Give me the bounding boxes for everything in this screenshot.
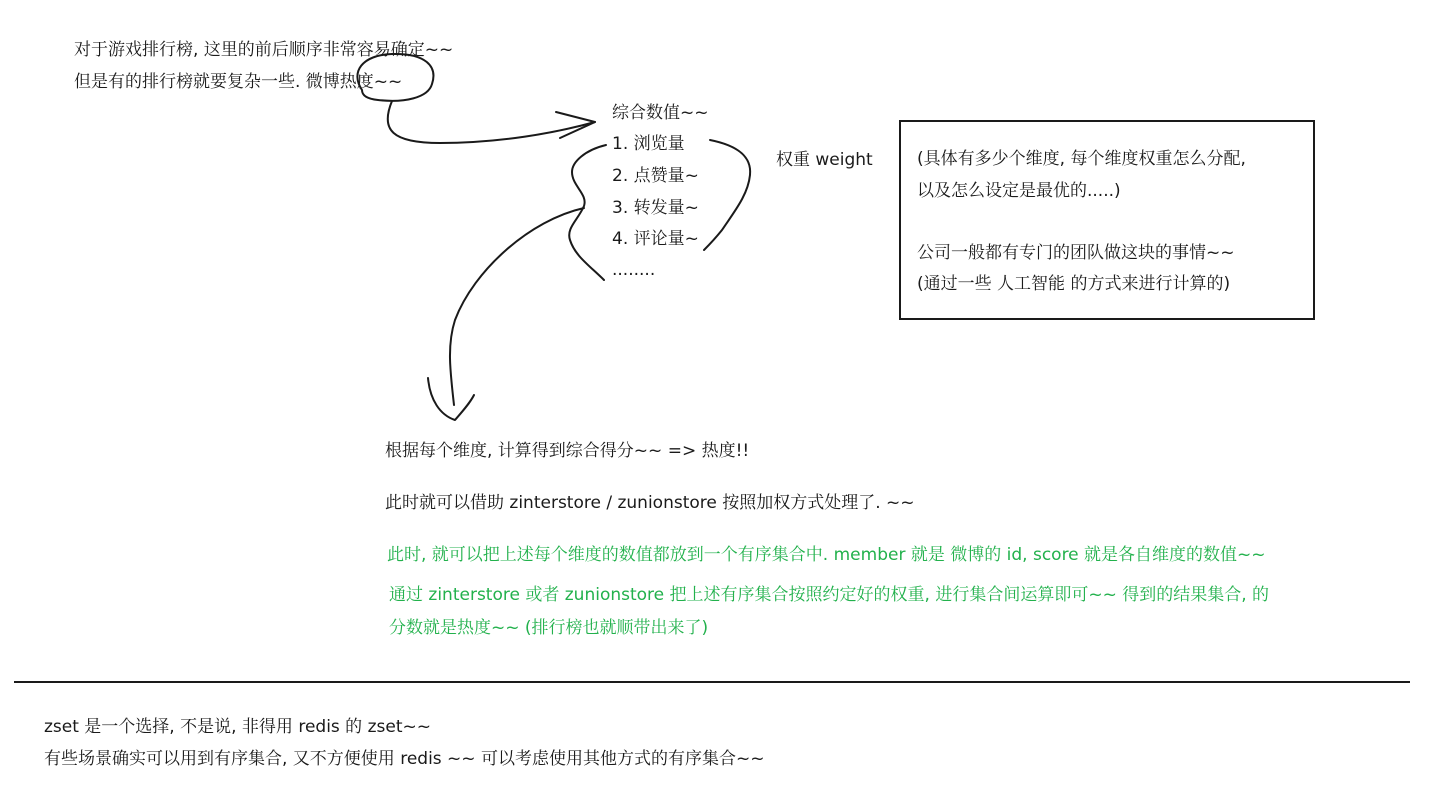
metrics-heading: 综合数值~~	[612, 103, 709, 123]
note-line-1: (具体有多少个维度, 每个维度权重怎么分配,	[917, 149, 1246, 169]
arrow-to-result	[450, 208, 584, 405]
footer-line-1: zset 是一个选择, 不是说, 非得用 redis 的 zset~~	[44, 717, 431, 737]
arrow-head-metrics	[556, 112, 595, 138]
green-note-line-1: 此时, 就可以把上述每个维度的数值都放到一个有序集合中. member 就是 微博的 id, score 就是各自维度的数值~~	[387, 545, 1266, 565]
arrow-head-result	[428, 378, 474, 420]
intro-line-1: 对于游戏排行榜, 这里的前后顺序非常容易确定~~	[74, 40, 454, 60]
footer-line-2: 有些场景确实可以用到有序集合, 又不方便使用 redis ~~ 可以考虑使用其他方式的有序集合~~	[44, 749, 765, 769]
arrow-to-metrics	[388, 101, 595, 143]
metric-item: 4. 评论量~	[612, 229, 699, 249]
intro-line-2: 但是有的排行榜就要复杂一些. 微博热度~~	[74, 72, 403, 92]
green-note-line-3: 分数就是热度~~ (排行榜也就顺带出来了)	[389, 618, 709, 638]
note-line-4: (通过一些 人工智能 的方式来进行计算的)	[917, 274, 1231, 294]
note-line-3: 公司一般都有专门的团队做这块的事情~~	[917, 243, 1235, 263]
left-brace	[569, 145, 606, 280]
metric-item: ........	[612, 260, 656, 280]
metric-item: 2. 点赞量~	[612, 166, 699, 186]
note-line-2: 以及怎么设定是最优的.....)	[917, 181, 1121, 201]
metric-item: 1. 浏览量	[612, 134, 685, 154]
metric-item: 3. 转发量~	[612, 198, 699, 218]
result-line-2: 此时就可以借助 zinterstore / zunionstore 按照加权方式处理了. ~~	[385, 493, 915, 513]
green-note-line-2: 通过 zinterstore 或者 zunionstore 把上述有序集合按照约定好的权重, 进行集合间运算即可~~ 得到的结果集合, 的	[389, 585, 1270, 605]
section-divider	[14, 681, 1410, 683]
result-line-1: 根据每个维度, 计算得到综合得分~~ => 热度!!	[385, 441, 750, 461]
right-brace	[704, 140, 750, 250]
weight-label: 权重 weight	[776, 150, 873, 170]
